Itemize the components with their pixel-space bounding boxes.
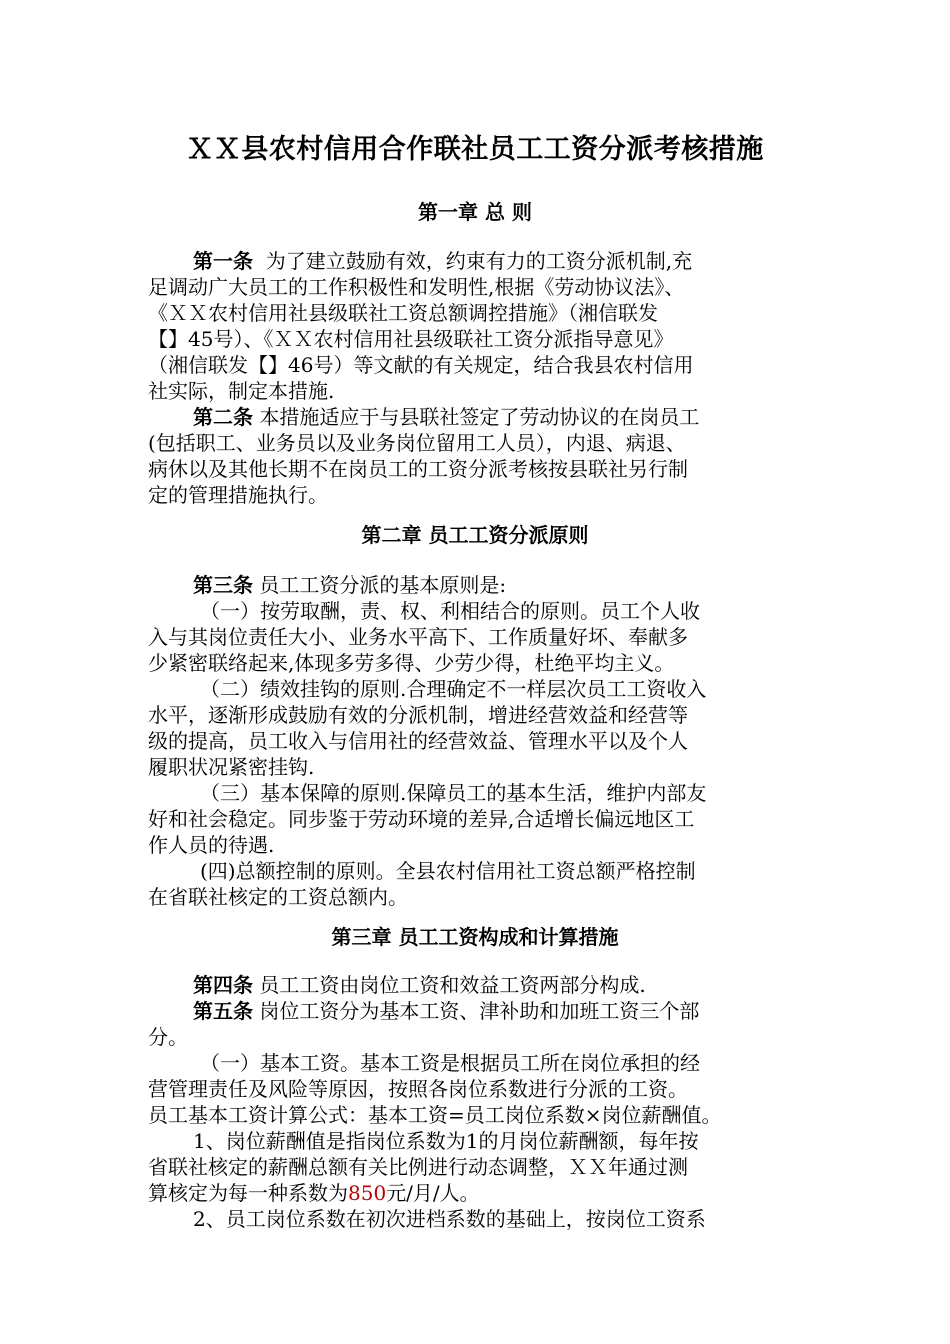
- article-1-line-5: [148, 352, 808, 378]
- line-text: （二）绩效挂钩的原则.合理确定不一样层次员工工资收入: [200, 677, 707, 701]
- article-1-line-3: [148, 300, 808, 326]
- article-5-label: 第五条: [193, 999, 253, 1023]
- item-1-line-1: [193, 1128, 853, 1154]
- chapter-3-heading: 第三章 员工工资构成和计算措施: [331, 925, 619, 949]
- article-4-text: 员工工资由岗位工资和效益工资两部分构成.: [259, 973, 646, 997]
- line-text: 少紧密联络起来,体现多劳多得、少劳少得，杜绝平均主义。: [148, 651, 675, 675]
- salary-value-highlight: 850: [348, 1181, 387, 1205]
- article-1-label: 第一条: [193, 249, 253, 273]
- line-text: 营管理责任及风险等原因，按照各岗位系数进行分派的工资。: [148, 1077, 688, 1101]
- principle-2-line-3: [148, 728, 808, 754]
- principle-4-line-1: [200, 858, 860, 884]
- line-text: 足调动广大员工的工作积极性和发明性,根据《劳动协议法》、: [148, 275, 685, 299]
- line-text: (包括职工、业务员以及业务岗位留用工人员），内退、病退、: [148, 431, 686, 455]
- section-1-line-3: [148, 1102, 808, 1128]
- line-text: 履职状况紧密挂钩.: [148, 755, 315, 779]
- principle-2-line-2: [148, 702, 808, 728]
- principle-1-line-1: [200, 598, 860, 624]
- line-text: 入与其岗位责任大小、业务水平高下、工作质量好坏、奉献多: [148, 625, 688, 649]
- section-1-line-1: [200, 1050, 860, 1076]
- line-text: (四)总额控制的原则。全县农村信用社工资总额严格控制: [200, 859, 696, 883]
- line-text: 在省联社核定的工资总额内。: [148, 885, 408, 909]
- principle-1-line-2: [148, 624, 808, 650]
- line-text: 元/月/人。: [386, 1181, 480, 1205]
- article-5-line-1: [193, 998, 853, 1024]
- article-2-label: 第二条: [193, 405, 253, 429]
- article-5-line-2: [148, 1024, 808, 1050]
- line-text: 病休以及其他长期不在岗员工的工资分派考核按县联社另行制: [148, 457, 688, 481]
- line-text: （一）按劳取酬，责、权、利相结合的原则。员工个人收: [200, 599, 700, 623]
- line-text: 社实际，制定本措施.: [148, 379, 335, 403]
- line-text: 作人员的待遇.: [148, 833, 275, 857]
- article-2-line-4: [148, 482, 808, 508]
- principle-2-line-1: [200, 676, 860, 702]
- article-5-text: 岗位工资分为基本工资、津补助和加班工资三个部: [259, 999, 700, 1023]
- article-1-line-4: [148, 326, 808, 352]
- article-2-line-2: [148, 430, 808, 456]
- line-text: 2、员工岗位系数在初次进档系数的基础上，按岗位工资系: [193, 1207, 706, 1231]
- line-text: 水平，逐渐形成鼓励有效的分派机制，增进经营效益和经营等: [148, 703, 688, 727]
- item-1-line-3: [148, 1180, 808, 1206]
- article-1-line-6: [148, 378, 808, 404]
- article-3-text: 员工工资分派的基本原则是:: [259, 573, 507, 597]
- principle-1-line-3: [148, 650, 808, 676]
- line-text: 定的管理措施执行。: [148, 483, 328, 507]
- principle-2-line-4: [148, 754, 808, 780]
- item-1-line-2: [148, 1154, 808, 1180]
- principle-3-line-1: [200, 780, 860, 806]
- line-text: 级的提高，员工收入与信用社的经营效益、管理水平以及个人: [148, 729, 688, 753]
- line-text: 省联社核定的薪酬总额有关比例进行动态调整，ＸＸ年通过测: [148, 1155, 688, 1179]
- article-1-line-1: [193, 248, 853, 274]
- line-text: 好和社会稳定。同步鉴于劳动环境的差异,合适增长偏远地区工: [148, 807, 695, 831]
- article-3-label: 第三条: [193, 573, 253, 597]
- principle-3-line-3: [148, 832, 808, 858]
- line-text: 员工基本工资计算公式：基本工资=员工岗位系数×岗位薪酬值。: [148, 1103, 722, 1127]
- article-2-line-1: [193, 404, 853, 430]
- line-text: （三）基本保障的原则.保障员工的基本生活，维护内部友: [200, 781, 707, 805]
- line-text: 分。: [148, 1025, 188, 1049]
- article-1-line-2: [148, 274, 808, 300]
- line-text: （一）基本工资。基本工资是根据员工所在岗位承担的经: [200, 1051, 700, 1075]
- document-title: ＸＸ县农村信用合作联社员工工资分派考核措施: [186, 134, 764, 165]
- article-2-line-3: [148, 456, 808, 482]
- line-text: 【】45号）、《ＸＸ农村信用社县级联社工资分派指导意见》: [148, 327, 674, 351]
- item-2-line-1: [193, 1206, 853, 1232]
- article-4-line-1: [193, 972, 853, 998]
- principle-3-line-2: [148, 806, 808, 832]
- chapter-1-heading: 第一章 总 则: [418, 200, 532, 224]
- section-1-line-2: [148, 1076, 808, 1102]
- article-3-line-1: [193, 572, 853, 598]
- principle-4-line-2: [148, 884, 808, 910]
- article-2-text: 本措施适应于与县联社签定了劳动协议的在岗员工: [259, 405, 700, 429]
- article-4-label: 第四条: [193, 973, 253, 997]
- line-text: 《ＸＸ农村信用社县级联社工资总额调控措施》（湘信联发: [148, 301, 658, 325]
- article-1-text: 为了建立鼓励有效，约束有力的工资分派机制,充: [265, 249, 693, 273]
- chapter-2-heading: 第二章 员工工资分派原则: [361, 523, 589, 547]
- line-text: 算核定为每一种系数为: [148, 1181, 348, 1205]
- line-text: （湘信联发【】46号）等文献的有关规定，结合我县农村信用: [148, 353, 694, 377]
- line-text: 1、岗位薪酬值是指岗位系数为1的月岗位薪酬额，每年按: [193, 1129, 699, 1153]
